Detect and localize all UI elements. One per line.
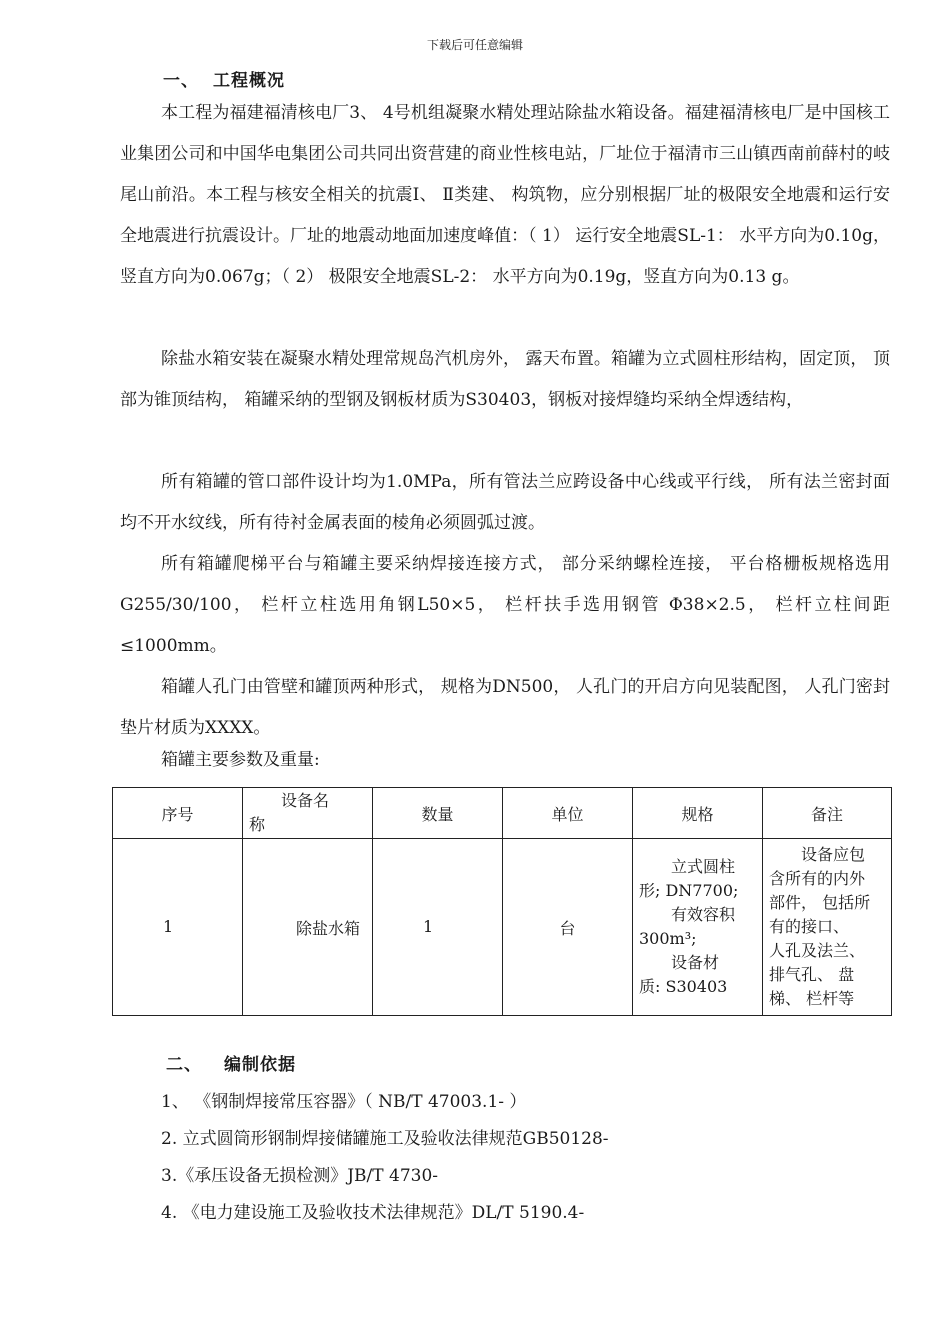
cell-qty: 1 bbox=[373, 839, 503, 1016]
header-cell: 备注 bbox=[763, 788, 892, 839]
reference-item: 3.《承压设备无损检测》JB/T 4730- bbox=[161, 1166, 439, 1186]
header-cell: 单位 bbox=[503, 788, 633, 839]
cell-unit: 台 bbox=[503, 839, 633, 1016]
table-header-row bbox=[113, 788, 892, 839]
page-header: 下载后可任意编辑 bbox=[426, 38, 523, 52]
header-cell: 序号 bbox=[113, 788, 243, 839]
cell-no: 1 bbox=[113, 839, 243, 1016]
section-heading-basis bbox=[166, 1050, 296, 1075]
paragraph: 除盐水箱安装在凝聚水精处理常规岛汽机房外， 露天布置。箱罐为立式圆柱形结构，固定顶， 顶部为锥顶结构， 箱罐采纳的型钢及钢板材质为S30403，钢板对接焊缝均采纳全焊透结构， bbox=[120, 349, 890, 410]
paragraph: 箱罐人孔门由管壁和罐顶两种形式， 规格为DN500， 人孔门的开启方向见装配图， 人孔门密封垫片材质为XXXX。 bbox=[120, 677, 890, 738]
section-heading-overview bbox=[163, 66, 285, 91]
paragraph: 本工程为福建福清核电厂3、 4号机组凝聚水精处理站除盐水箱设备。福建福清核电厂是中国核工业集团公司和中国华电集团公司共同出资营建的商业性核电站，厂址位于福清市三山镇西南前薛村的岐尾山前沿。本工程与核安全相关的抗震Ⅰ、 Ⅱ类建、 构筑物，应分别根据厂址的极限安全地震和运行安全地震进行抗震设计。厂址的地震动地面加速度峰值：（ 1） 运行安全地震SL-1： 水平方向为0.10g，竖直方向为0.067g；（ 2） 极限安全地震SL-2： 水平方向为0.19g，竖直方向为0.13 g。 bbox=[120, 103, 890, 287]
reference-item: 2. 立式圆筒形钢制焊接储罐施工及验收法律规范GB50128- bbox=[161, 1129, 609, 1149]
section-number: 二、 bbox=[166, 1055, 202, 1075]
reference-item: 1、 《钢制焊接常压容器》（ NB/T 47003.1- ） bbox=[161, 1092, 527, 1112]
table-row bbox=[113, 839, 892, 1016]
header-cell: 数量 bbox=[373, 788, 503, 839]
header-cell: 设备名 称 bbox=[243, 788, 373, 839]
paragraph: 所有箱罐的管口部件设计均为1.0MPa，所有管法兰应跨设备中心线或平行线， 所有法兰密封面均不开水纹线，所有待衬金属表面的棱角必须圆弧过渡。 bbox=[120, 472, 890, 533]
cell-spec: 立式圆柱 形; DN7700; 有效容积 300m³; 设备材 质: S30403 bbox=[633, 839, 763, 1016]
cell-name: 除盐水箱 bbox=[243, 839, 373, 1016]
header-cell: 规格 bbox=[633, 788, 763, 839]
paragraph: 箱罐主要参数及重量: bbox=[161, 750, 320, 770]
section-title: 编制依据 bbox=[224, 1055, 296, 1075]
equipment-table bbox=[112, 787, 892, 1016]
section-title: 工程概况 bbox=[213, 71, 285, 91]
section-number: 一、 bbox=[163, 71, 199, 91]
cell-remark: 设备应包 含所有的内外 部件， 包括所 有的接口、 人孔及法兰、 排气孔、 盘 梯、 栏杆等 bbox=[763, 839, 892, 1016]
reference-item: 4. 《电力建设施工及验收技术法律规范》DL/T 5190.4- bbox=[161, 1203, 585, 1223]
paragraph: 所有箱罐爬梯平台与箱罐主要采纳焊接连接方式， 部分采纳螺栓连接， 平台格栅板规格选用G255/30/100， 栏杆立柱选用角钢L50×5， 栏杆扶手选用钢管 Φ38×2.5， 栏杆立柱间距≤1000mm。 bbox=[120, 554, 890, 656]
